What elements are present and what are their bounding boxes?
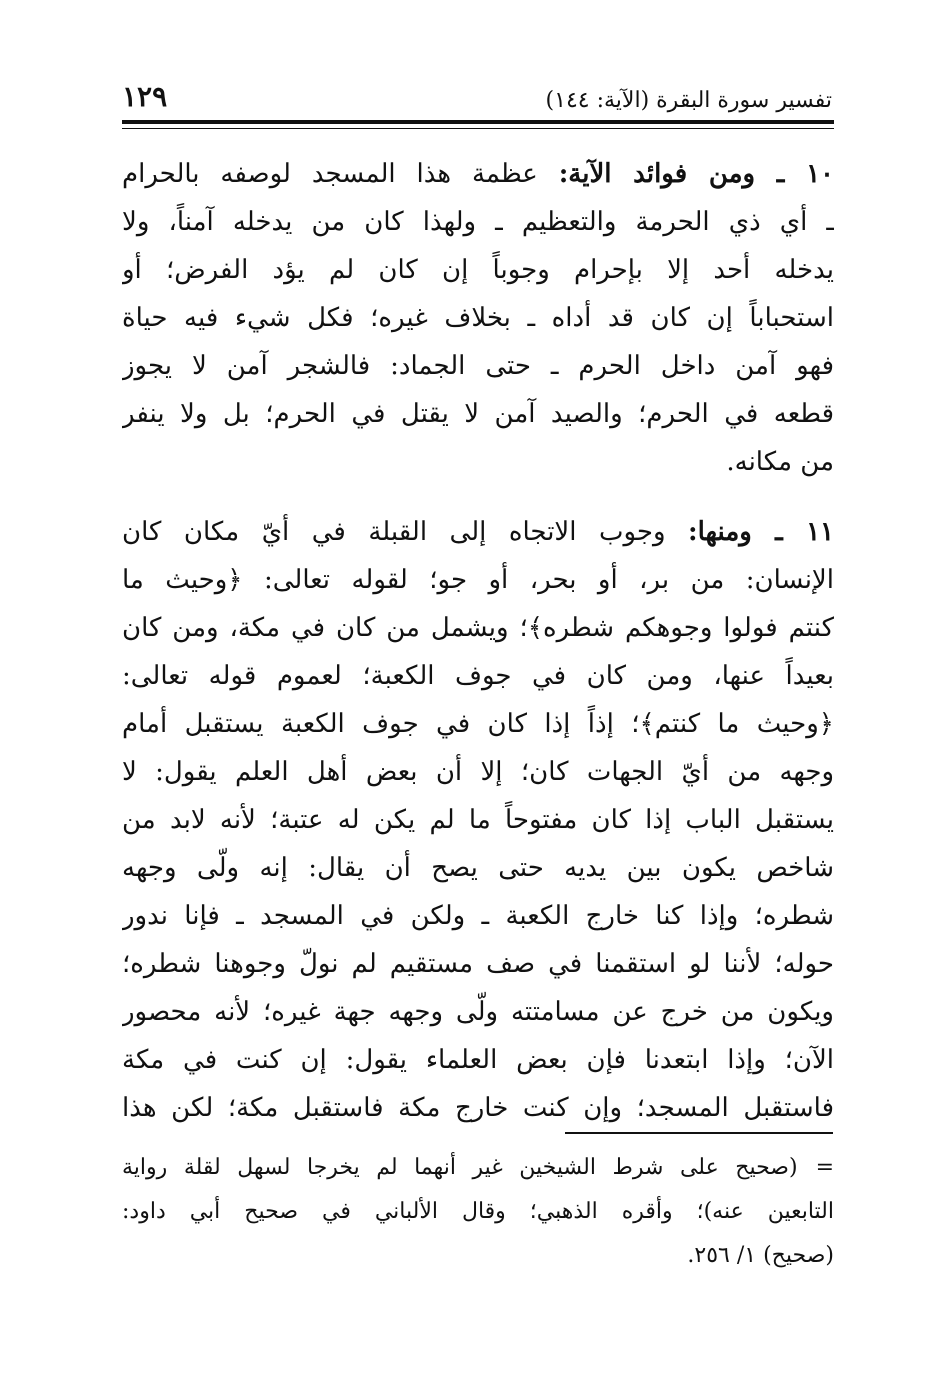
text-line: وجهه من أيّ الجهات كان؛ إلا أن بعض أهل العلم يقول: لا [122, 757, 834, 787]
paragraph-gap [122, 486, 834, 508]
text-line: الإنسان: من بر، أو بحر، أو جو؛ لقوله تعالى: ﴿وحيث ما [122, 565, 834, 595]
paragraph-lead: ١١ ـ ومنها: [688, 517, 834, 547]
running-title: تفسير سورة البقرة (الآية: ١٤٤) [545, 88, 832, 113]
text-line: ـ أي ذي الحرمة والتعظيم ـ ولهذا كان من يدخله آمناً، ولا [122, 207, 834, 237]
page-header [122, 80, 832, 118]
header-rule-thick [122, 120, 834, 124]
text-line: استحباباً إن كان قد أداه ـ بخلاف غيره؛ فكل شيء فيه حياة [122, 303, 834, 333]
text-line: من مكانه. [726, 447, 834, 477]
text-line: فهو آمن داخل الحرم ـ حتى الجماد: فالشجر آمن لا يجوز [122, 351, 834, 381]
footnote-line: =(صحيح على شرط الشيخين غير أنهما لم يخرجا لسهل لقلة رواية [122, 1146, 834, 1190]
text-line: شاخص يكون بين يديه حتى يصح أن يقال: إنه ولّى وجهه [122, 853, 834, 883]
text-line: فاستقبل المسجد؛ وإن كنت خارج مكة فاستقبل مكة؛ لكن هذا [122, 1093, 834, 1123]
text-line: شطره؛ وإذا كنا خارج الكعبة ـ ولكن في المسجد ـ فإنا ندور [122, 901, 834, 931]
paragraph-lead: ١٠ ـ ومن فوائد الآية: [558, 159, 834, 189]
header-rule-thin [122, 128, 834, 129]
text-line: الآن؛ وإذا ابتعدنا فإن بعض العلماء يقول: إن كنت في مكة [122, 1045, 834, 1075]
footnote [122, 1146, 834, 1278]
footnote-line: التابعين عنه)؛ وأقره الذهبي؛ وقال الألباني في صحيح أبي داود: [122, 1199, 834, 1224]
main-text [122, 150, 834, 1132]
page-number: ١٢٩ [122, 80, 168, 113]
text-line: قطعه في الحرم؛ والصيد آمن لا يقتل في الحرم؛ بل ولا ينفر [122, 399, 834, 429]
text-line: يستقبل الباب إذا كان مفتوحاً ما لم يكن له عتبة؛ لأنه لابد من [122, 805, 834, 835]
text-line: ﴿وحيث ما كنتم﴾؛ إذاً إذا كان في جوف الكعبة يستقبل أمام [122, 709, 834, 739]
text-line: ويكون من خرج عن مسامتته ولّى وجهه جهة غيره؛ لأنه محصور [122, 997, 834, 1027]
text-line: بعيداً عنها، ومن كان في جوف الكعبة؛ لعموم قوله تعالى: [122, 661, 834, 691]
text-line: ١٠ ـ ومن فوائد الآية: عظمة هذا المسجد لوصفه بالحرام [122, 159, 834, 189]
text-line: يدخله أحد إلا بإحرام وجوباً إن كان لم يؤد الفرض؛ أو [122, 255, 834, 285]
footnote-continuation-mark: = [815, 1155, 834, 1180]
footnote-line: (صحيح) ١/ ٢٥٦. [687, 1243, 834, 1268]
text-line: ١١ ـ ومنها: وجوب الاتجاه إلى القبلة في أيّ مكان كان [122, 517, 834, 547]
text-line: حوله؛ لأننا لو استقمنا في صف مستقيم لم نولّ وجوهنا شطره؛ [122, 949, 834, 979]
footnote-divider [565, 1132, 833, 1134]
text-line: كنتم فولوا وجوهكم شطره﴾؛ ويشمل من كان في مكة، ومن كان [122, 613, 834, 643]
